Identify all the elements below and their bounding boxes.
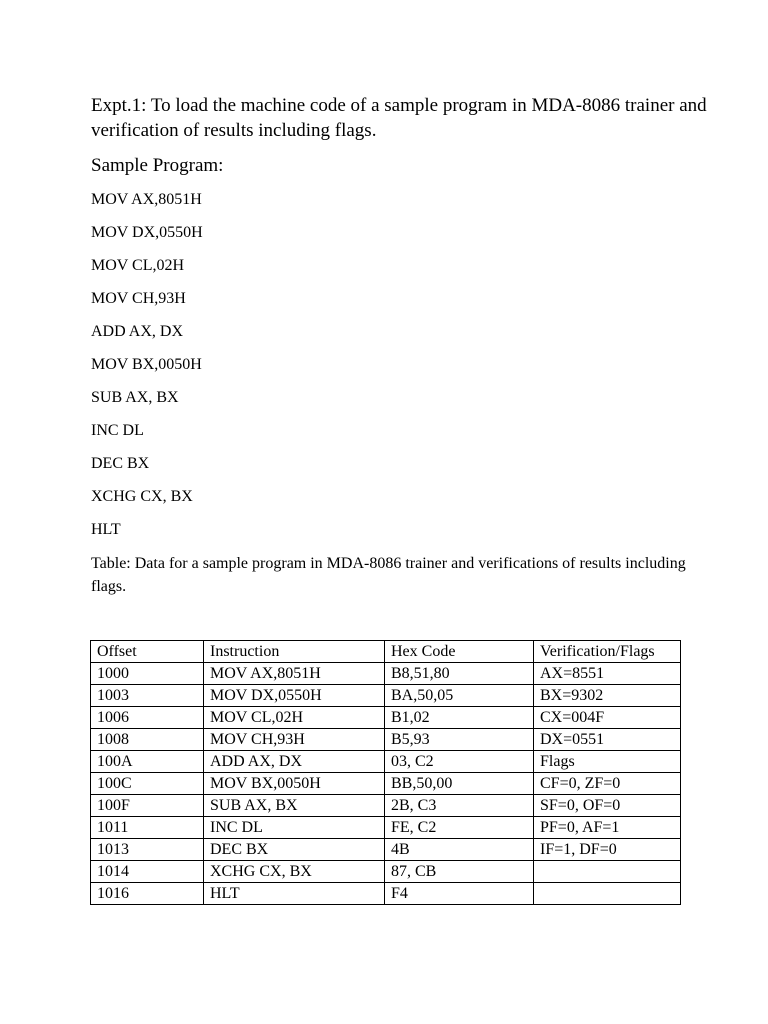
cell-hex-code: BB,50,00 bbox=[385, 773, 534, 795]
cell-hex-code: B8,51,80 bbox=[385, 663, 534, 685]
cell-hex-code: 2B, C3 bbox=[385, 795, 534, 817]
cell-verification: PF=0, AF=1 bbox=[534, 817, 681, 839]
cell-offset: 100C bbox=[91, 773, 204, 795]
table-row bbox=[91, 773, 681, 795]
cell-verification: IF=1, DF=0 bbox=[534, 839, 681, 861]
cell-instruction: MOV AX,8051H bbox=[204, 663, 385, 685]
cell-offset: 1011 bbox=[91, 817, 204, 839]
cell-instruction: XCHG CX, BX bbox=[204, 861, 385, 883]
header-verification-flags: Verification/Flags bbox=[534, 641, 681, 663]
cell-verification: Flags bbox=[534, 751, 681, 773]
cell-instruction: MOV BX,0050H bbox=[204, 773, 385, 795]
cell-instruction: DEC BX bbox=[204, 839, 385, 861]
table-caption: Table: Data for a sample program in MDA-8086 trainer and verifications of results including flags. bbox=[91, 555, 686, 595]
program-listing bbox=[91, 190, 203, 553]
table-row bbox=[91, 707, 681, 729]
cell-verification bbox=[534, 883, 681, 905]
cell-offset: 1016 bbox=[91, 883, 204, 905]
cell-hex-code: 4B bbox=[385, 839, 534, 861]
table-row bbox=[91, 817, 681, 839]
table-row bbox=[91, 839, 681, 861]
program-line: MOV DX,0550H bbox=[91, 224, 203, 241]
cell-instruction: MOV DX,0550H bbox=[204, 685, 385, 707]
table-row bbox=[91, 751, 681, 773]
table-row bbox=[91, 685, 681, 707]
sample-program-heading: Sample Program: bbox=[91, 155, 224, 176]
table-row bbox=[91, 729, 681, 751]
cell-instruction: SUB AX, BX bbox=[204, 795, 385, 817]
cell-hex-code: B5,93 bbox=[385, 729, 534, 751]
table-row bbox=[91, 795, 681, 817]
cell-offset: 100F bbox=[91, 795, 204, 817]
header-instruction: Instruction bbox=[204, 641, 385, 663]
table-row bbox=[91, 861, 681, 883]
program-line: HLT bbox=[91, 521, 121, 538]
cell-verification: CX=004F bbox=[534, 707, 681, 729]
cell-offset: 1014 bbox=[91, 861, 204, 883]
cell-hex-code: B1,02 bbox=[385, 707, 534, 729]
program-line: XCHG CX, BX bbox=[91, 488, 193, 505]
cell-offset: 100A bbox=[91, 751, 204, 773]
cell-offset: 1003 bbox=[91, 685, 204, 707]
program-line: MOV AX,8051H bbox=[91, 191, 202, 208]
table-header-row bbox=[91, 641, 681, 663]
program-line: DEC BX bbox=[91, 455, 150, 472]
cell-hex-code: BA,50,05 bbox=[385, 685, 534, 707]
program-data-table bbox=[90, 640, 681, 905]
cell-offset: 1008 bbox=[91, 729, 204, 751]
cell-verification: SF=0, OF=0 bbox=[534, 795, 681, 817]
header-hex-code: Hex Code bbox=[385, 641, 534, 663]
table-row bbox=[91, 663, 681, 685]
program-line: ADD AX, DX bbox=[91, 323, 183, 340]
cell-verification: AX=8551 bbox=[534, 663, 681, 685]
cell-hex-code: FE, C2 bbox=[385, 817, 534, 839]
cell-verification: CF=0, ZF=0 bbox=[534, 773, 681, 795]
cell-offset: 1000 bbox=[91, 663, 204, 685]
cell-hex-code: F4 bbox=[385, 883, 534, 905]
program-line: MOV CH,93H bbox=[91, 290, 186, 307]
program-line: MOV CL,02H bbox=[91, 257, 185, 274]
header-offset: Offset bbox=[91, 641, 204, 663]
experiment-title: Expt.1: To load the machine code of a sample program in MDA-8086 trainer and verification of results including flags. bbox=[91, 95, 707, 141]
program-line: INC DL bbox=[91, 422, 144, 439]
cell-hex-code: 03, C2 bbox=[385, 751, 534, 773]
cell-verification: DX=0551 bbox=[534, 729, 681, 751]
cell-instruction: INC DL bbox=[204, 817, 385, 839]
cell-instruction: MOV CL,02H bbox=[204, 707, 385, 729]
cell-hex-code: 87, CB bbox=[385, 861, 534, 883]
cell-instruction: MOV CH,93H bbox=[204, 729, 385, 751]
table-row bbox=[91, 883, 681, 905]
cell-verification bbox=[534, 861, 681, 883]
cell-offset: 1013 bbox=[91, 839, 204, 861]
program-line: MOV BX,0050H bbox=[91, 356, 202, 373]
cell-instruction: HLT bbox=[204, 883, 385, 905]
program-line: SUB AX, BX bbox=[91, 389, 179, 406]
cell-offset: 1006 bbox=[91, 707, 204, 729]
cell-verification: BX=9302 bbox=[534, 685, 681, 707]
cell-instruction: ADD AX, DX bbox=[204, 751, 385, 773]
